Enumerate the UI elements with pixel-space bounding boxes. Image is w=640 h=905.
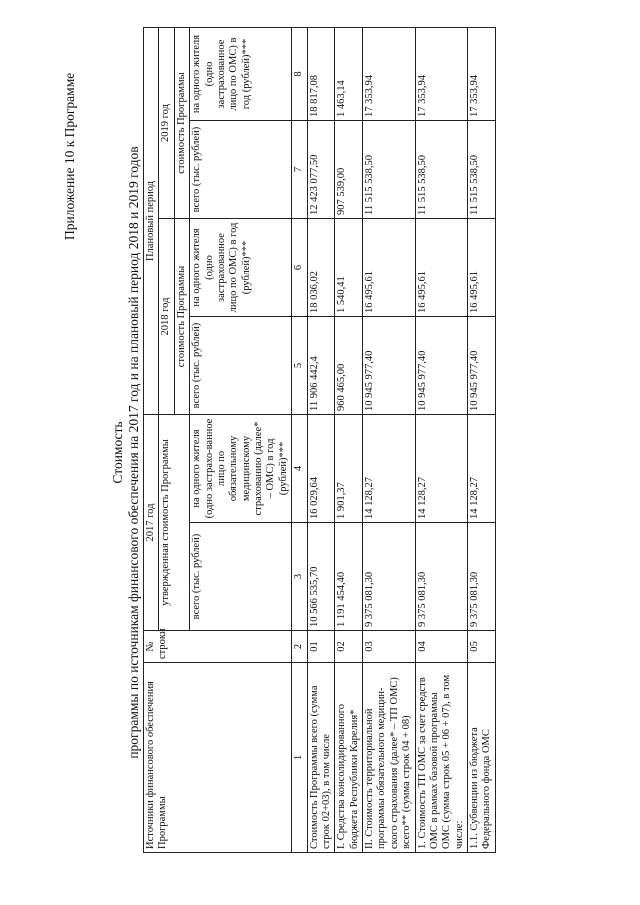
appendix-label: Приложение 10 к Программе	[62, 72, 77, 240]
header-row-1	[144, 28, 159, 853]
per-capita-2018: 16 495,61	[468, 219, 496, 317]
header-cost-2018: стоимость Программы	[174, 219, 189, 415]
row-number: 01	[307, 631, 335, 663]
per-capita-2019: 1 463,14	[335, 28, 363, 121]
total-2019: 11 515 538,50	[363, 121, 416, 219]
column-number-row	[292, 28, 307, 853]
per-capita-2017: 14 128,27	[363, 415, 416, 523]
header-source: Источники финансового обеспечения Программы	[144, 663, 292, 853]
column-number: 7	[292, 121, 307, 219]
per-capita-2017: 14 128,27	[468, 415, 496, 523]
header-total-2017: всего (тыс. рублей)	[190, 523, 292, 631]
total-2017: 10 566 535,70	[307, 523, 335, 631]
row-label: 1. Стоимость ТП ОМС за счет средств ОМС в рамках базовой программы ОМС (сумма строк 05 + 06 + 07), в том числе:	[415, 663, 468, 853]
document-title: Стоимость	[110, 421, 125, 484]
column-number: 6	[292, 219, 307, 317]
column-number: 4	[292, 415, 307, 523]
per-capita-2019: 17 353,94	[363, 28, 416, 121]
total-2018: 10 945 977,40	[363, 317, 416, 415]
row-number: 03	[363, 631, 416, 663]
total-2018: 960 465,00	[335, 317, 363, 415]
document-subtitle: программы по источникам финансового обеспечения на 2017 год и на плановый период 2018 и 2019 годов	[126, 146, 141, 759]
total-2019: 12 423 077,50	[307, 121, 335, 219]
header-total-2019: всего (тыс. рублей)	[190, 121, 292, 219]
total-2017: 9 375 081,30	[468, 523, 496, 631]
column-number: 5	[292, 317, 307, 415]
total-2018: 10 945 977,40	[468, 317, 496, 415]
cost-table	[143, 27, 496, 853]
total-2017: 9 375 081,30	[363, 523, 416, 631]
column-number: 3	[292, 523, 307, 631]
total-2019: 11 515 538,50	[415, 121, 468, 219]
header-per-capita-2019: на одного жителя (одно застрахованное лицо по ОМС) в год (рублей)***	[190, 28, 292, 121]
row-label: II. Стоимость территориальной программы обязательного медицин-ского страхования (далее* – ТП ОМС) всего** (сумма строк 04 + 08)	[363, 663, 416, 853]
total-2019: 11 515 538,50	[468, 121, 496, 219]
row-number: 05	[468, 631, 496, 663]
row-label: I. Средства консолидированного бюджета Республики Карелия*	[335, 663, 363, 853]
header-2019: 2019 год	[159, 28, 174, 219]
per-capita-2018: 16 495,61	[363, 219, 416, 317]
per-capita-2019: 18 817,08	[307, 28, 335, 121]
table-row	[415, 28, 468, 853]
column-number: 2	[292, 631, 307, 663]
table-row	[335, 28, 363, 853]
row-number: 04	[415, 631, 468, 663]
row-number: 02	[335, 631, 363, 663]
header-row-no: № строки	[144, 631, 292, 663]
total-2018: 11 906 442,4	[307, 317, 335, 415]
table-row	[307, 28, 335, 853]
per-capita-2019: 17 353,94	[415, 28, 468, 121]
per-capita-2018: 1 540,41	[335, 219, 363, 317]
column-number: 8	[292, 28, 307, 121]
row-label: Стоимость Программы всего (сумма строк 02+03), в том числе	[307, 663, 335, 853]
per-capita-2017: 14 128,27	[415, 415, 468, 523]
header-total-2018: всего (тыс. рублей)	[190, 317, 292, 415]
per-capita-2018: 16 495,61	[415, 219, 468, 317]
header-per-capita-2018: на одного жителя (одно застрахованное лицо по ОМС) в год (рублей)***	[190, 219, 292, 317]
header-cost-2019: стоимость Программы	[174, 28, 189, 219]
per-capita-2018: 18 036,02	[307, 219, 335, 317]
header-2018: 2018 год	[159, 219, 174, 415]
header-approved-cost: утвержденная стоимость Программы	[159, 415, 190, 631]
row-label: 1.1. Субвенции из бюджета Федерального фонда ОМС	[468, 663, 496, 853]
total-2019: 907 539,00	[335, 121, 363, 219]
table-row	[468, 28, 496, 853]
total-2017: 1 191 454,40	[335, 523, 363, 631]
per-capita-2017: 16 029,64	[307, 415, 335, 523]
header-planned-period: Плановый период	[144, 28, 159, 415]
per-capita-2019: 17 353,94	[468, 28, 496, 121]
header-2017: 2017 год	[144, 415, 159, 631]
total-2018: 10 945 977,40	[415, 317, 468, 415]
header-per-capita-2017: на одного жителя (одно застрахо-ванное лицо по обязательному медицинскому страхованию (далее* – ОМС) в год (рублей)***	[190, 415, 292, 523]
column-number: 1	[292, 663, 307, 853]
table-row	[363, 28, 416, 853]
per-capita-2017: 1 901,37	[335, 415, 363, 523]
total-2017: 9 375 081,30	[415, 523, 468, 631]
